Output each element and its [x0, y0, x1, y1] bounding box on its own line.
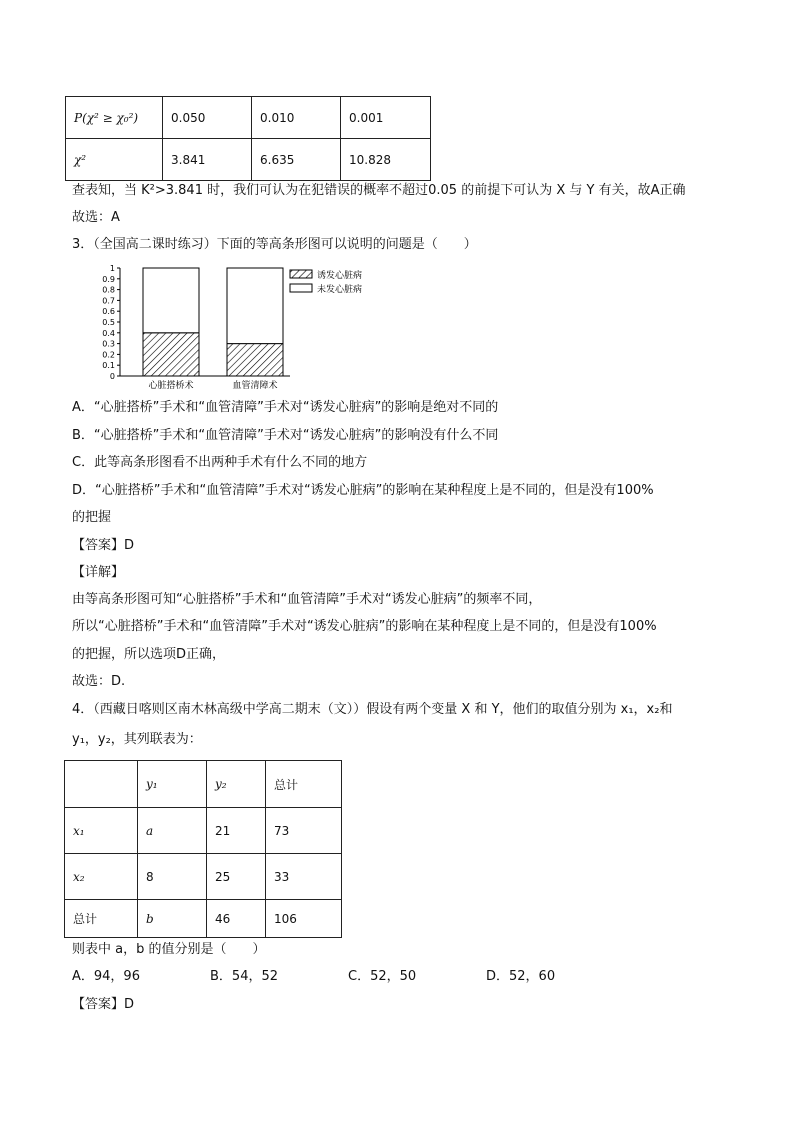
- table-cell: 总计: [266, 761, 342, 808]
- detail-line: 故选：D.: [72, 674, 126, 689]
- table-cell: 3.841: [163, 139, 252, 181]
- option-a: A．94，96: [72, 969, 140, 984]
- bar-segment: [143, 268, 199, 333]
- bar-segment: [227, 268, 283, 344]
- table-cell: 6.635: [252, 139, 341, 181]
- table-cell: 10.828: [341, 139, 431, 181]
- y-tick-label: 0.1: [102, 361, 115, 371]
- y-tick-label: 0.6: [102, 307, 115, 317]
- detail-line: 由等高条形图可知“心脏搭桥”手术和“血管清障”手术对“诱发心脏病”的频率不同，: [72, 592, 542, 607]
- legend-swatch: [290, 284, 312, 292]
- table-cell: 25: [207, 854, 266, 900]
- y-tick-label: 1: [109, 264, 115, 273]
- stacked-bar-chart: [95, 262, 385, 392]
- x-tick-label: 心脏搭桥术: [148, 381, 194, 391]
- table-cell: a: [138, 808, 207, 854]
- chi-square-table: [65, 96, 431, 181]
- option-a: A．“心脏搭桥”手术和“血管清障”手术对“诱发心脏病”的影响是绝对不同的: [72, 400, 499, 415]
- option-c: C．此等高条形图看不出两种手术有什么不同的地方: [72, 455, 368, 470]
- table-cell: 0.050: [163, 97, 252, 139]
- option-d-continued: 的把握: [72, 510, 112, 525]
- table-cell: 106: [266, 900, 342, 938]
- y-tick-label: 0.9: [102, 274, 115, 284]
- table-header-label: P(χ² ≥ χ₀²): [66, 97, 163, 139]
- legend-label: 未发心脏病: [317, 285, 363, 295]
- table-cell: 73: [266, 808, 342, 854]
- detail-line: 所以“心脏搭桥”手术和“血管清障”手术对“诱发心脏病”的影响在某种程度上是不同的，但是没有100%: [72, 619, 657, 634]
- table-cell: [65, 761, 138, 808]
- option-b: B．54，52: [210, 969, 279, 984]
- paragraph: 故选：A: [72, 210, 120, 225]
- x-tick-label: 血管清障术: [232, 381, 278, 391]
- y-tick-label: 0.7: [102, 296, 115, 306]
- table-cell: 46: [207, 900, 266, 938]
- question-3-stem: 3．（全国高二课时练习）下面的等高条形图可以说明的问题是（ ）: [72, 237, 477, 252]
- question-4-stem-continued: y₁，y₂，其列联表为：: [72, 732, 202, 747]
- option-b: B．“心脏搭桥”手术和“血管清障”手术对“诱发心脏病”的影响没有什么不同: [72, 428, 499, 443]
- paragraph: 查表知，当 K²>3.841 时，我们可认为在犯错误的概率不超过0.05 的前提下可认为 X 与 Y 有关，故A正确: [72, 183, 686, 198]
- answer: 【答案】D: [72, 538, 135, 553]
- y-tick-label: 0: [109, 372, 115, 381]
- detail-title: 【详解】: [72, 565, 125, 580]
- table-cell: y₁: [138, 761, 207, 808]
- y-tick-label: 0.2: [102, 350, 115, 360]
- table-cell: x₁: [65, 808, 138, 854]
- y-tick-label: 0.3: [102, 339, 115, 349]
- bar-segment: [143, 333, 199, 376]
- table-cell: 8: [138, 854, 207, 900]
- legend-swatch: [290, 270, 312, 278]
- option-c: C．52，50: [348, 969, 417, 984]
- detail-line: 的把握，所以选项D正确，: [72, 647, 226, 662]
- table-cell: 总计: [65, 900, 138, 938]
- y-tick-label: 0.8: [102, 285, 115, 295]
- option-d: D．“心脏搭桥”手术和“血管清障”手术对“诱发心脏病”的影响在某种程度上是不同的，但是没有100%: [72, 483, 654, 498]
- answer: 【答案】D: [72, 997, 135, 1012]
- contingency-table: [64, 760, 342, 938]
- y-tick-label: 0.5: [102, 318, 115, 327]
- table-cell: 0.001: [341, 97, 431, 139]
- table-cell: 33: [266, 854, 342, 900]
- bar-segment: [227, 344, 283, 376]
- table-row-label: χ²: [66, 139, 163, 181]
- question-4-stem: 4．（西藏日喀则区南木林高级中学高二期末（文））假设有两个变量 X 和 Y，他们的取值分别为 x₁，x₂和: [72, 702, 673, 717]
- table-cell: 21: [207, 808, 266, 854]
- table-cell: y₂: [207, 761, 266, 808]
- y-tick-label: 0.4: [102, 328, 115, 338]
- table-cell: b: [138, 900, 207, 938]
- legend-label: 诱发心脏病: [317, 271, 363, 281]
- table-cell: x₂: [65, 854, 138, 900]
- question-4-prompt: 则表中 a，b 的值分别是（ ）: [72, 942, 266, 957]
- table-cell: 0.010: [252, 97, 341, 139]
- option-d: D．52，60: [486, 969, 556, 984]
